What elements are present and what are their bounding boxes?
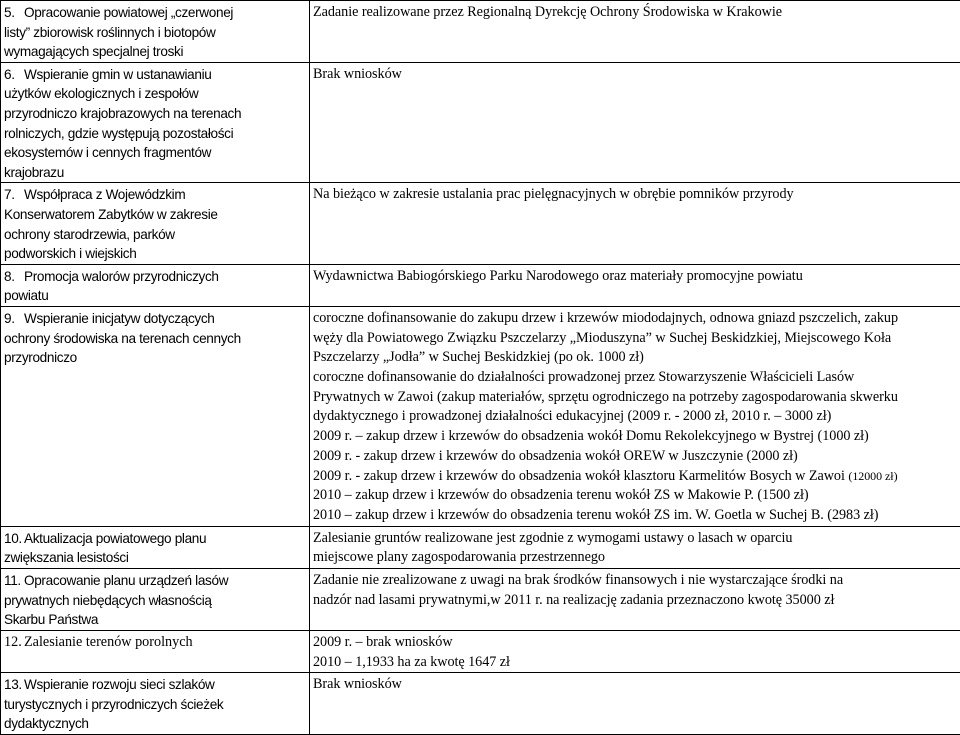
status-text: coroczne dofinansowanie do działalności prowadzonej przez Stowarzyszenie Właścicieli Lasów [313,368,958,388]
task-text: listy” zbiorowisk roślinnych i biotopów [4,23,307,43]
task-text: Opracowanie powiatowej „czerwonej [24,5,233,20]
table-row [1,569,960,631]
status-text: 2010 – zakup drzew i krzewów do obsadzenia terenu wokół ZS w Makowie P. (1500 zł) [313,486,958,506]
row-number: 12. [4,633,24,653]
task-text: rolniczych, gdzie występują pozostałości [4,124,307,144]
status-text: coroczne dofinansowanie do zakupu drzew i krzewów miododajnych, odnowa gniazd pszczelich, zakup [313,309,958,329]
task-text: Współpraca z Wojewódzkim [24,187,185,202]
task-text: Konserwatorem Zabytków w zakresie [4,205,307,225]
task-cell [1,183,310,264]
task-text: użytków ekologicznych i zespołów [4,84,307,104]
task-cell [1,526,310,568]
status-cell [310,673,960,735]
status-text: Zalesianie gruntów realizowane jest zgodnie z wymogami ustawy o lasach w oparciu [313,529,958,549]
status-text: dydaktycznego i prowadzonej działalności edukacyjnej (2009 r. - 2000 zł, 2010 r. – 3000 zł) [313,407,958,427]
task-cell [1,306,310,526]
status-text: Pszczelarzy „Jodła” w Suchej Beskidzkiej (po ok. 1000 zł) [313,348,958,368]
row-number: 6. [4,65,24,85]
task-cell [1,62,310,183]
task-text: Skarbu Państwa [4,610,307,630]
status-text: 2009 r. - zakup drzew i krzewów do obsadzenia wokół klasztoru Karmelitów Bosych w Zawoi [313,468,845,484]
table-row [1,1,960,63]
row-number: 7. [4,185,24,205]
task-cell [1,1,310,63]
task-cell [1,630,310,672]
task-text: turystycznych i przyrodniczych ścieżek [4,695,307,715]
task-cell [1,264,310,306]
task-text: ochrony środowiska na terenach cennych [4,329,307,349]
row-number: 5. [4,3,24,23]
table-row [1,62,960,183]
task-text: krajobrazu [4,163,307,183]
task-text: Wspieranie rozwoju sieci szlaków [24,677,215,692]
status-text: Na bieżąco w zakresie ustalania prac pielęgnacyjnych w obrębie pomników przyrody [313,185,958,205]
task-cell [1,569,310,631]
status-text: 2009 r. - zakup drzew i krzewów do obsadzenia wokół OREW w Juszczynie (2000 zł) [313,447,958,467]
status-cell [310,306,960,526]
task-text: wymagających specjalnej troski [4,42,307,62]
row-number: 13. [4,675,24,695]
task-text: ekosystemów i cennych fragmentów [4,143,307,163]
task-text: Promocja walorów przyrodniczych [24,269,219,284]
task-text: przyrodniczo [4,348,307,368]
row-number: 10. [4,529,24,549]
status-amount: (12000 zł) [848,469,897,483]
status-text: Zadanie nie zrealizowane z uwagi na brak środków finansowych i nie wystarczające środki na [313,571,958,591]
status-text: 2009 r. – zakup drzew i krzewów do obsadzenia wokół Domu Rekolekcyjnego w Bystrej (1000 zł) [313,427,958,447]
table-row [1,673,960,735]
task-cell [1,673,310,735]
table-row [1,526,960,568]
task-text: Wspieranie gmin w ustanawianiu [24,67,211,82]
task-text: Opracowanie planu urządzeń lasów [24,573,228,588]
table-row [1,264,960,306]
status-text: Brak wniosków [313,65,958,85]
task-text: przyrodniczo krajobrazowych na terenach [4,104,307,124]
task-text: Zalesianie terenów porolnych [24,634,193,650]
task-text: podworskich i wiejskich [4,244,307,264]
status-text: 2010 – zakup drzew i krzewów do obsadzenia terenu wokół ZS im. W. Goetla w Suchej B. (2983 zł) [313,506,958,526]
task-text: zwiększania lesistości [4,548,307,568]
row-number: 9. [4,309,24,329]
status-text: Wydawnictwa Babiogórskiego Parku Narodowego oraz materiały promocyjne powiatu [313,267,958,287]
task-text: Wspieranie inicjatyw dotyczących [24,311,215,326]
row-number: 8. [4,267,24,287]
status-cell [310,569,960,631]
status-text: miejscowe plany zagospodarowania przestrzennego [313,548,958,568]
task-text: prywatnych niebędących własnością [4,591,307,611]
table-row [1,306,960,526]
status-cell [310,1,960,63]
table-row [1,630,960,672]
status-text: Prywatnych w Zawoi (zakup materiałów, sprzętu ogrodniczego na potrzeby zagospodarowania skwerku [313,388,958,408]
status-text: nadzór nad lasami prywatnymi,w 2011 r. na realizację zadania przeznaczono kwotę 35000 zł [313,591,958,611]
table-row [1,183,960,264]
status-text: 2009 r. – brak wniosków [313,633,958,653]
task-text: Aktualizacja powiatowego planu [24,531,206,546]
status-text: węży dla Powiatowego Związku Pszczelarzy „Mioduszyna” w Suchej Beskidzkiej, Miejscowego Koła [313,329,958,349]
status-cell [310,183,960,264]
status-text: Zadanie realizowane przez Regionalną Dyrekcję Ochrony Środowiska w Krakowie [313,3,958,23]
status-cell [310,526,960,568]
task-text: ochrony starodrzewia, parków [4,225,307,245]
status-cell [310,62,960,183]
status-text: 2010 – 1,1933 ha za kwotę 1647 zł [313,653,958,673]
status-text: Brak wniosków [313,675,958,695]
task-text: powiatu [4,286,307,306]
status-cell [310,630,960,672]
task-text: dydaktycznych [4,714,307,734]
status-cell [310,264,960,306]
row-number: 11. [4,571,24,591]
